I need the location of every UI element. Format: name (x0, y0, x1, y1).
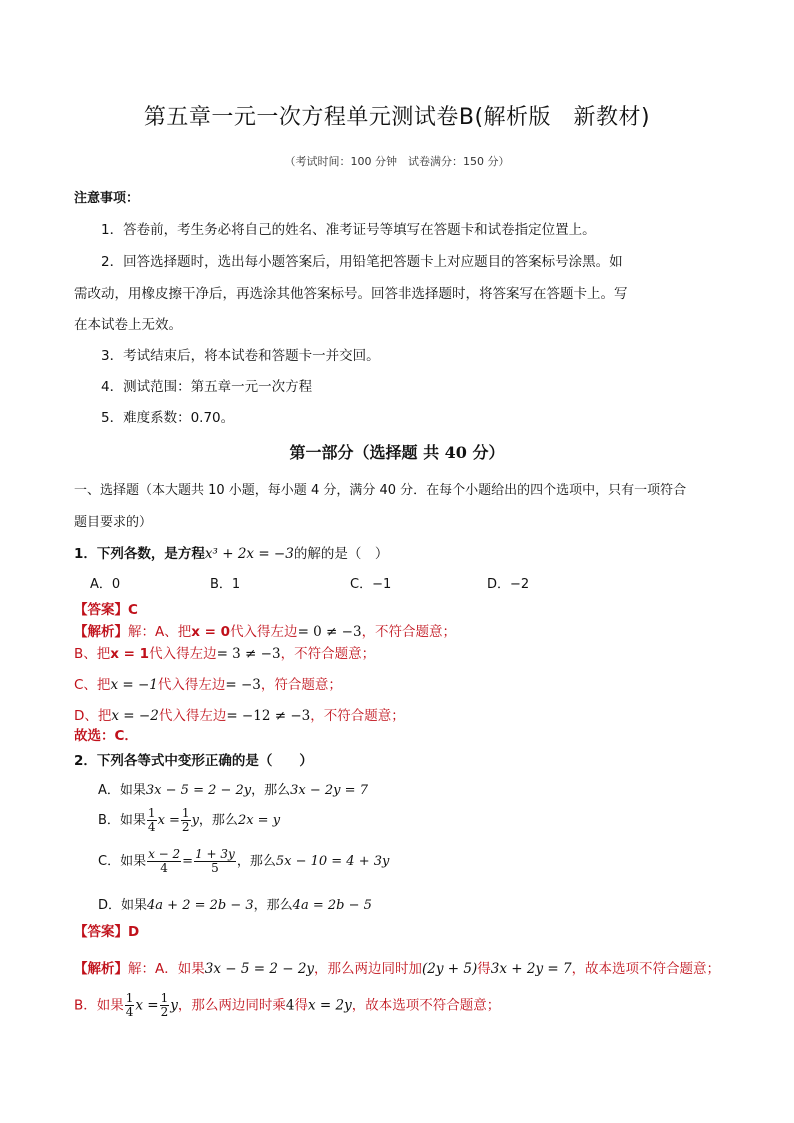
note-2-line-3: 在本试卷上无效。 (74, 317, 182, 333)
question-1-analysis-line-4: D、把x = −2代入得左边= −12 ≠ −3，不符合题意； (74, 708, 405, 724)
question-2-analysis-line-1: 【解析】解：A．如果3x − 5 = 2 − 2y，那么两边同时加(2y + 5)得3x + 2y = 7，故本选项不符合题意； (74, 961, 721, 977)
fraction: $\frac{1}{2}$ (181, 806, 190, 835)
section-intro-line-2: 题目要求的） (74, 515, 153, 530)
section-intro-line-1: 一、选择题（本大题共 10 小题，每小题 4 分，满分 40 分．在每个小题给出的四个选项中，只有一项符合 (74, 483, 687, 498)
question-2-option-a: A．如果3x − 5 = 2 − 2y，那么3x − 2y = 7 (98, 783, 368, 798)
exam-info: （考试时间：100 分钟 试卷满分：150 分） (284, 155, 510, 168)
question-1-option-c: C．−1 (350, 577, 392, 592)
question-1-analysis-line-3: C、把x = −1代入得左边= −3，符合题意； (74, 677, 342, 693)
note-3: 3．考试结束后，将本试卷和答题卡一并交回。 (101, 348, 380, 364)
question-2-option-b: B．如果 $\frac{1}{4}$ x = $\frac{1}{2}$ y，那么2x = y (98, 806, 281, 835)
question-1-option-d: D．−2 (487, 577, 530, 592)
question-1-conclusion: 故选：C． (74, 728, 138, 744)
fraction: $\frac{1 + 3y}{5}$ (195, 847, 235, 876)
question-1-analysis-line-1: 【解析】解：A、把x = 0代入得左边= 0 ≠ −3，不符合题意； (74, 624, 457, 640)
note-2-line-1: 2．回答选择题时，选出每小题答案后，用铅笔把答题卡上对应题目的答案标号涂黑。如 (101, 254, 623, 270)
note-5: 5．难度系数：0.70。 (101, 410, 235, 426)
fraction: $\frac{1}{4}$ (147, 806, 156, 835)
question-1-analysis-line-2: B、把x = 1代入得左边= 3 ≠ −3，不符合题意； (74, 646, 376, 662)
note-2-line-2: 需改动，用橡皮擦干净后，再选涂其他答案标号。回答非选择题时，将答案写在答题卡上。写 (74, 286, 628, 302)
notes-heading: 注意事项： (74, 191, 140, 206)
question-2-stem: 2．下列各等式中变形正确的是（ ） (74, 753, 313, 769)
question-2-answer: 【答案】D (74, 924, 140, 940)
fraction: $\frac{1}{2}$ (160, 991, 169, 1020)
note-4: 4．测试范围：第五章一元一次方程 (101, 379, 313, 395)
fraction: $\frac{x - 2}{4}$ (148, 847, 181, 876)
question-1-equation: x³ + 2x = −3 (204, 546, 294, 562)
section-heading: 第一部分（选择题 共 40 分） (289, 443, 505, 462)
document-title: 第五章一元一次方程单元测试卷B(解析版 新教材) (143, 105, 651, 130)
question-1-option-b: B．1 (210, 577, 241, 592)
question-1-option-a: A．0 (90, 577, 121, 592)
question-1-stem: 1．下列各数，是方程x³ + 2x = −3的解的是（ ） (74, 546, 389, 562)
question-1-answer: 【答案】C (74, 602, 138, 618)
fraction: $\frac{1}{4}$ (125, 991, 134, 1020)
question-2-option-c: C．如果 $\frac{x - 2}{4}$ = $\frac{1 + 3y}{5}$ ，那么5x − 10 = 4 + 3y (98, 847, 390, 876)
note-1: 1．答卷前，考生务必将自己的姓名、准考证号等填写在答题卡和试卷指定位置上。 (101, 222, 596, 238)
question-2-option-d: D．如果4a + 2 = 2b − 3，那么4a = 2b − 5 (98, 898, 372, 913)
question-2-analysis-line-2: B．如果 $\frac{1}{4}$ x = $\frac{1}{2}$ y，那么两边同时乘4得x = 2y，故本选项不符合题意； (74, 991, 501, 1020)
